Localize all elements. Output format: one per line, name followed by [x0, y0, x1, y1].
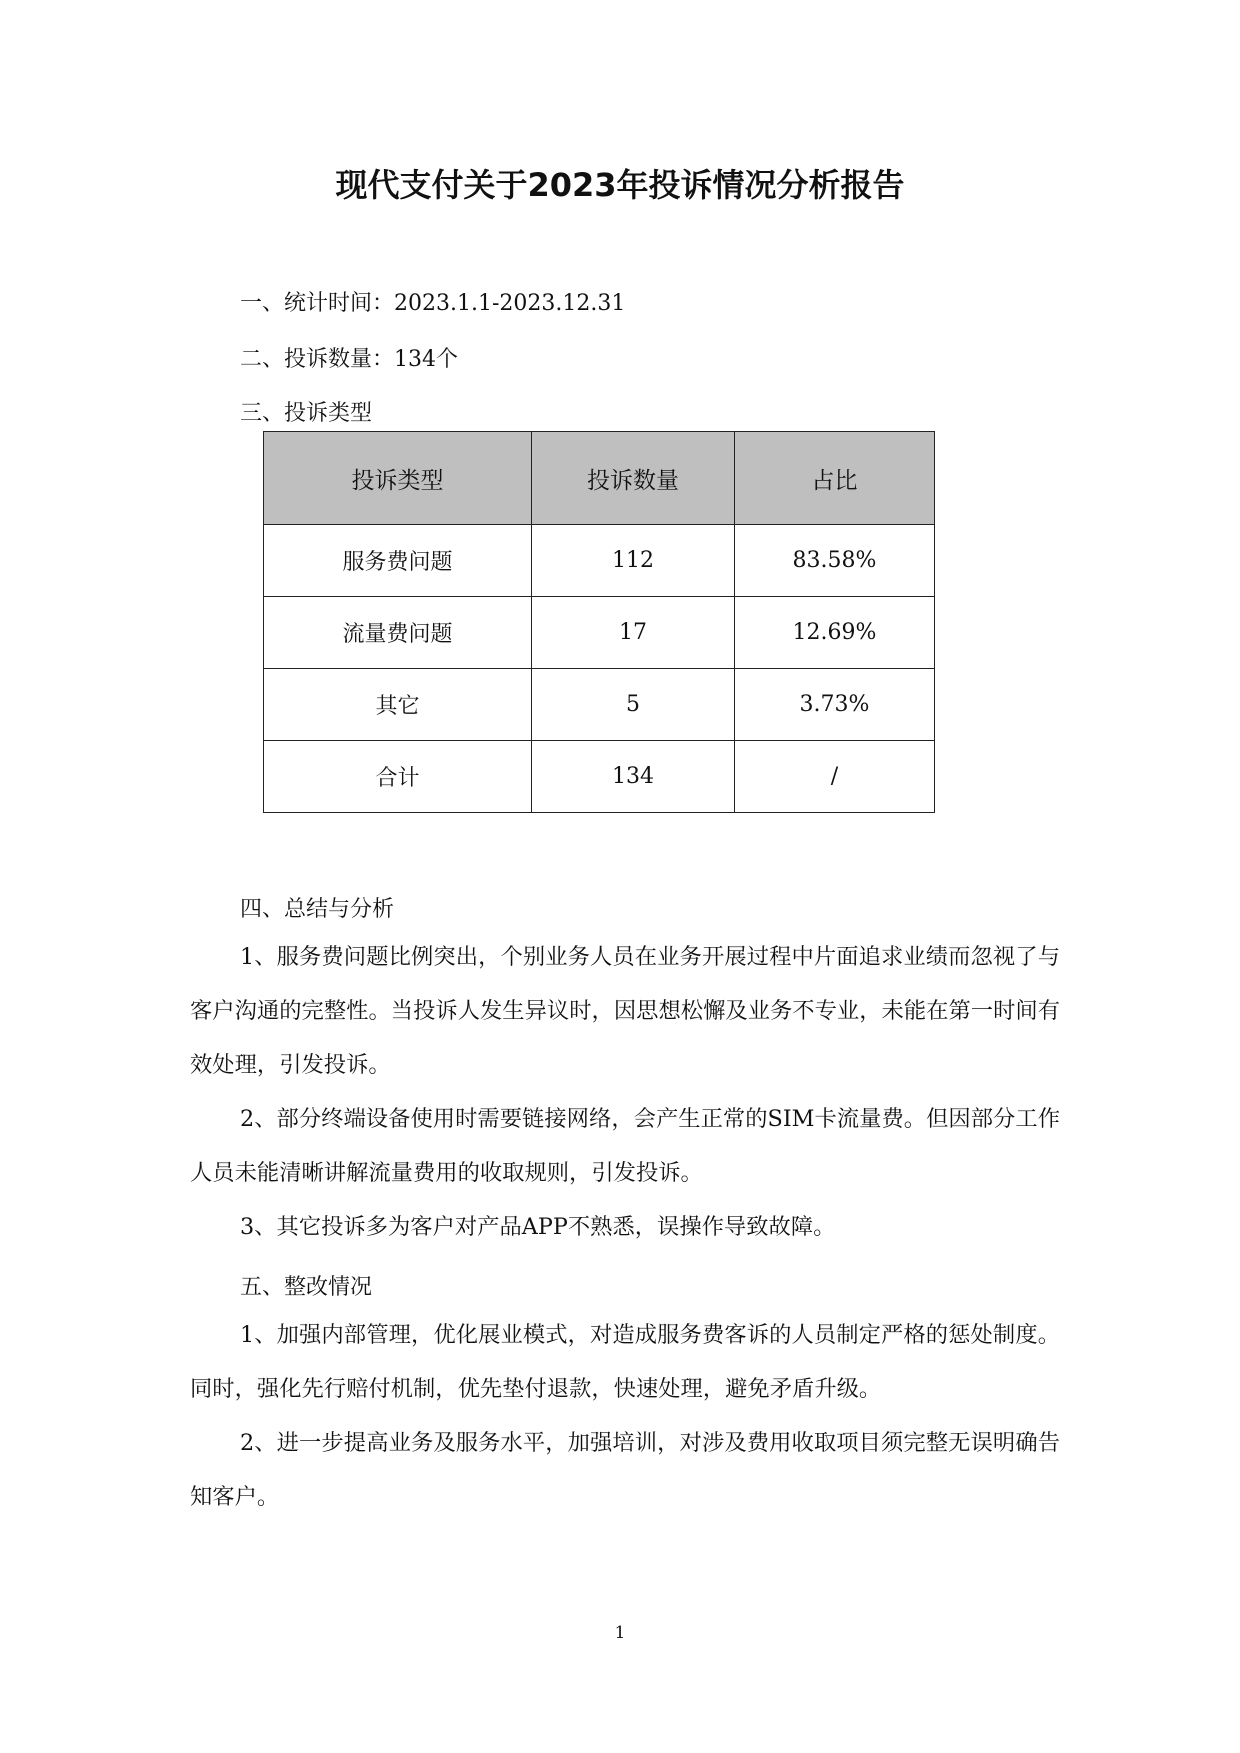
cell-ratio: 12.69% [735, 597, 935, 669]
cell-count: 5 [532, 669, 735, 741]
cell-count: 112 [532, 525, 735, 597]
header-count: 投诉数量 [532, 432, 735, 525]
section-summary-analysis: 四、总结与分析 [240, 897, 395, 922]
cell-ratio: 3.73% [735, 669, 935, 741]
cell-type: 流量费问题 [264, 597, 532, 669]
analysis-paragraph-1: 1、服务费问题比例突出，个别业务人员在业务开展过程中片面追求业绩而忽视了与客户沟通的完整性。当投诉人发生异议时，因思想松懈及业务不专业，未能在第一时间有效处理，引发投诉。 [190, 944, 1060, 1078]
section-rectification: 五、整改情况 [240, 1275, 373, 1300]
cell-count: 134 [532, 741, 735, 813]
header-type: 投诉类型 [264, 432, 532, 525]
document-title: 现代支付关于2023年投诉情况分析报告 [335, 166, 905, 204]
header-ratio: 占比 [735, 432, 935, 525]
section-stat-period: 一、统计时间：2023.1.1-2023.12.31 [240, 291, 626, 316]
section-complaint-types: 三、投诉类型 [240, 401, 373, 426]
table-row [264, 669, 935, 741]
table-header-row [264, 432, 935, 525]
page-number: 1 [614, 1623, 626, 1643]
analysis-paragraph-3: 3、其它投诉多为客户对产品APP不熟悉，误操作导致故障。 [240, 1214, 836, 1240]
cell-count: 17 [532, 597, 735, 669]
rectification-paragraph-1: 1、加强内部管理，优化展业模式，对造成服务费客诉的人员制定严格的惩处制度。同时，强化先行赔付机制，优先垫付退款，快速处理，避免矛盾升级。 [190, 1322, 1060, 1402]
cell-type: 服务费问题 [264, 525, 532, 597]
table-row [264, 597, 935, 669]
analysis-paragraph-2: 2、部分终端设备使用时需要链接网络，会产生正常的SIM卡流量费。但因部分工作人员未能清晰讲解流量费用的收取规则，引发投诉。 [190, 1106, 1060, 1186]
table-row [264, 525, 935, 597]
cell-ratio: / [735, 741, 935, 813]
cell-type: 合计 [264, 741, 532, 813]
section-complaint-count: 二、投诉数量：134个 [240, 347, 458, 372]
cell-type: 其它 [264, 669, 532, 741]
complaint-type-table [263, 431, 935, 813]
table-row-total [264, 741, 935, 813]
cell-ratio: 83.58% [735, 525, 935, 597]
rectification-paragraph-2: 2、进一步提高业务及服务水平，加强培训，对涉及费用收取项目须完整无误明确告知客户。 [190, 1430, 1060, 1510]
